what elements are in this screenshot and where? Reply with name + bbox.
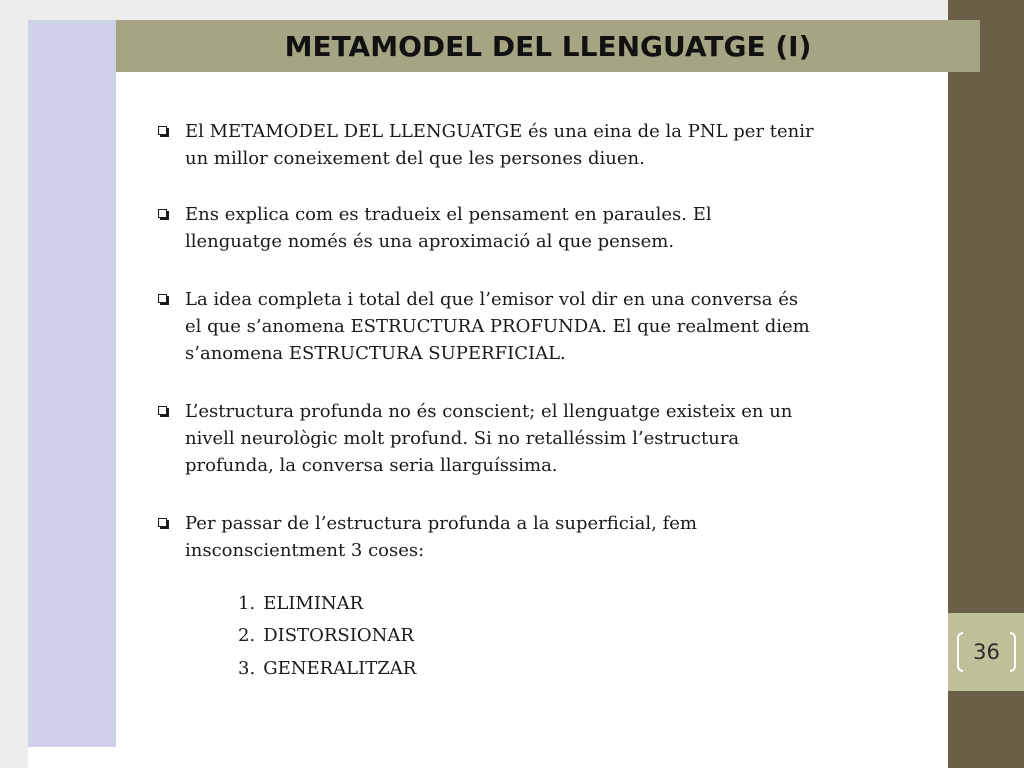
bullet-line: L’estructura profunda no és conscient; el llenguatge existeix en un — [185, 401, 793, 422]
checkbox-bullet-icon — [158, 406, 167, 415]
bullet-line: s’anomena ESTRUCTURA SUPERFICIAL. — [185, 343, 566, 364]
bullet-line: Per passar de l’estructura profunda a la superficial, fem — [185, 513, 697, 534]
checkbox-bullet-icon — [158, 518, 167, 527]
bullet-line: nivell neurològic molt profund. Si no retalléssim l’estructura — [185, 428, 740, 449]
slide-title: METAMODEL DEL LLENGUATGE (I) — [284, 30, 812, 63]
bullet-item — [158, 398, 948, 479]
bullet-line: Ens explica com es tradueix el pensament en paraules. El — [185, 204, 712, 225]
bullet-item — [158, 118, 948, 172]
item-number: 3. — [238, 658, 256, 679]
bullet-line: el que s’anomena ESTRUCTURA PROFUNDA. El que realment diem — [185, 316, 810, 337]
checkbox-bullet-icon — [158, 126, 167, 135]
right-bracket-icon — [1010, 632, 1016, 672]
bullet-item — [158, 510, 948, 564]
bullet-line: insconscientment 3 coses: — [185, 540, 425, 561]
bullet-line: llenguatge només és una aproximació al que pensem. — [185, 231, 675, 252]
item-label: GENERALITZAR — [263, 658, 417, 679]
numbered-item-eliminar — [238, 589, 363, 619]
item-label: ELIMINAR — [263, 593, 364, 614]
page-number: 36 — [973, 640, 1000, 664]
item-number: 1. — [238, 593, 256, 614]
bullet-line: El METAMODEL DEL LLENGUATGE és una eina de la PNL per tenir — [185, 121, 814, 142]
bullet-item — [158, 201, 948, 255]
bullet-line: un millor coneixement del que les persones diuen. — [185, 148, 645, 169]
item-number: 2. — [238, 625, 256, 646]
checkbox-bullet-icon — [158, 209, 167, 218]
bullet-line: La idea completa i total del que l’emisor vol dir en una conversa és — [185, 289, 799, 310]
bullet-line: profunda, la conversa seria llarguíssima. — [185, 455, 558, 476]
numbered-item-distorsionar — [238, 621, 414, 651]
checkbox-bullet-icon — [158, 294, 167, 303]
item-label: DISTORSIONAR — [263, 625, 414, 646]
bullet-item — [158, 286, 948, 367]
left-accent-bar — [28, 20, 116, 747]
numbered-item-generalitzar — [238, 654, 416, 684]
